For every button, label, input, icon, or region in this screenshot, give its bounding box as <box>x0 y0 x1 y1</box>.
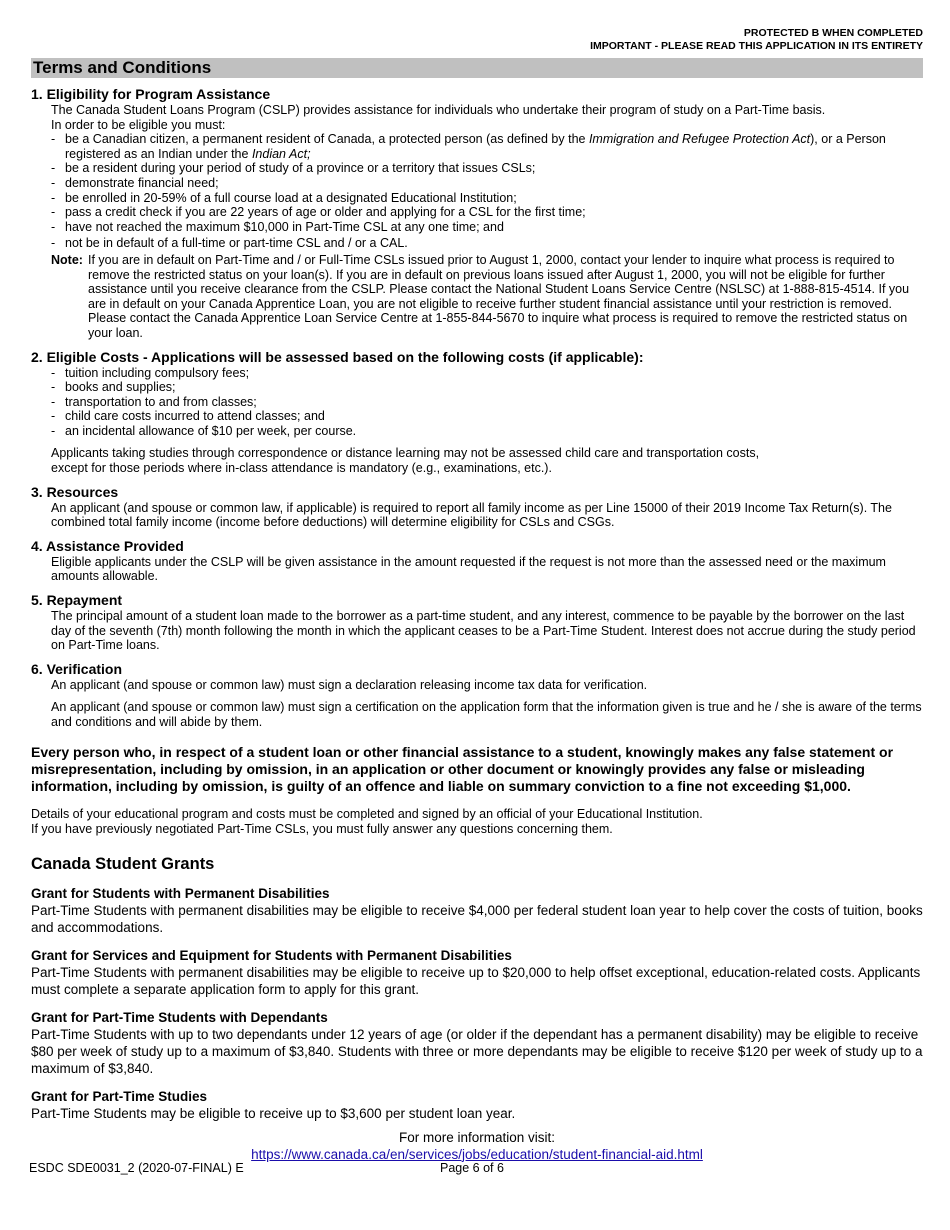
list-item: - transportation to and from classes; <box>51 395 923 410</box>
list-item: - an incidental allowance of $10 per week, per course. <box>51 424 923 439</box>
paragraph: Applicants taking studies through correspondence or distance learning may not be assessed child care and transportation costs, except for those periods where in-class attendance is mandatory (e.g., examinations, etc.). <box>51 446 760 476</box>
grant-permanent-disabilities <box>31 886 923 936</box>
section-assistance-provided <box>31 538 923 584</box>
grant-body: Part-Time Students may be eligible to receive up to $3,600 per student loan year. <box>31 1105 516 1121</box>
list-item: - not be in default of a full-time or part-time CSL and / or a CAL. <box>51 236 923 251</box>
grant-body: Part-Time Students with up to two dependants under 12 years of age (or older if the dependant has a permanent disability) may be eligible to receive $80 per week of study up to a maximum of $3,840. Students with three or more dependants may be eligible to receive $120 per week of study up to a maximum of $3,840. <box>31 1026 923 1076</box>
section-heading: 5. Repayment <box>31 592 123 609</box>
paragraph: The Canada Student Loans Program (CSLP) provides assistance for individuals who undertake their program of study on a Part-Time basis. <box>51 103 826 117</box>
section-heading: 3. Resources <box>31 483 119 500</box>
form-id: ESDC SDE0031_2 (2020-07-FINAL) E <box>29 1161 244 1175</box>
protected-b-label: PROTECTED B WHEN COMPLETED <box>743 27 923 39</box>
paragraph: Eligible applicants under the CSLP will be given assistance in the amount requested if the request is not more than the assessed need or the maximum amounts allowable. <box>51 554 886 584</box>
grant-title: Grant for Students with Permanent Disabilities <box>31 885 330 901</box>
section-heading: 6. Verification <box>31 660 123 677</box>
grant-title: Grant for Services and Equipment for Students with Permanent Disabilities <box>31 947 512 963</box>
financial-aid-link[interactable]: https://www.canada.ca/en/services/jobs/education/student-financial-aid.html <box>251 1146 703 1162</box>
grants-heading: Canada Student Grants <box>31 854 215 873</box>
section-resources <box>31 484 923 530</box>
grant-title: Grant for Part-Time Students with Dependants <box>31 1009 328 1025</box>
section-verification <box>31 661 923 730</box>
list-item: - tuition including compulsory fees; <box>51 366 923 381</box>
list-item: - books and supplies; <box>51 380 923 395</box>
list-item: - demonstrate financial need; <box>51 176 923 191</box>
paragraph: An applicant (and spouse or common law) must sign a declaration releasing income tax data for verification. <box>51 677 648 692</box>
list-item: - have not reached the maximum $10,000 in Part-Time CSL at any one time; and <box>51 220 923 235</box>
list-item: - be enrolled in 20-59% of a full course load at a designated Educational Institution; <box>51 191 923 206</box>
eligibility-list <box>51 132 923 251</box>
section-eligibility <box>31 86 923 341</box>
grant-body: Part-Time Students with permanent disabilities may be eligible to receive up to $20,000 to help offset exceptional, education-related costs. Applicants must complete a separate application form to apply for this grant. <box>31 964 921 997</box>
default-note <box>51 253 923 341</box>
note-text: If you are in default on Part-Time and / or Full-Time CSLs issued prior to August 1, 2000, contact your lender to inquire what process is required to remove the restricted status on your loan(s). If you are in default on previous loans issued after August 1, 2000, you will not be eligible for further assistance until you receive clearance from the CSLP. Please contact the National Student Loans Service Centre (NSLSC) at 1-888-815-4514. If you are in default on your Canada Apprentice Loan, you are not eligible to receive further student financial assistance until your restriction is removed. Please contact the Canada Apprentice Loan Service Centre at 1-855-844-5670 to inquire what process is required to remove the restricted status on your loan. <box>88 252 910 340</box>
grant-body: Part-Time Students with permanent disabilities may be eligible to receive $4,000 per federal student loan year to help cover the costs of tuition, books and accommodations. <box>31 902 923 935</box>
grant-part-time-studies <box>31 1089 923 1122</box>
section-heading: 4. Assistance Provided <box>31 537 184 554</box>
note-label: Note: <box>51 252 83 267</box>
list-item: - pass a credit check if you are 22 years of age or older and applying for a CSL for the first time; <box>51 205 923 220</box>
false-statement-warning: Every person who, in respect of a student loan or other financial assistance to a student, knowingly makes any false statement or misrepresentation, including by omission, in an application or other document or knowingly provides any false or misleading information, including by omission, is guilty of an offence and liable on summary conviction to a fine not exceeding $1,000. <box>31 743 894 794</box>
section-heading: 2. Eligible Costs - Applications will be assessed based on the following costs (if applicable): <box>31 348 644 365</box>
list-item: - child care costs incurred to attend classes; and <box>51 409 923 424</box>
more-info <box>31 1129 923 1163</box>
paragraph: In order to be eligible you must: <box>51 117 226 132</box>
paragraph: An applicant (and spouse or common law) must sign a certification on the application form that the information given is true and he / she is aware of the terms and conditions and will abide by them. <box>51 700 922 729</box>
details-paragraph: Details of your educational program and costs must be completed and signed by an official of your Educational Institution. If you have previously negotiated Part-Time CSLs, you must fully answer any questions concerning them. <box>31 806 703 836</box>
page-title: Terms and Conditions <box>31 58 923 78</box>
costs-list <box>51 366 923 439</box>
document-page <box>31 27 923 1163</box>
list-item: - be a resident during your period of study of a province or a territory that issues CSLs; <box>51 161 923 176</box>
paragraph: An applicant (and spouse or common law, if applicable) is required to report all family income as per Line 15000 of their 2019 Income Tax Return(s). The combined total family income (income before deductions) will determine eligibility for CSLs and CSGs. <box>51 500 892 530</box>
section-eligible-costs <box>31 349 923 476</box>
grant-title: Grant for Part-Time Studies <box>31 1088 208 1104</box>
section-repayment <box>31 592 923 653</box>
section-heading: 1. Eligibility for Program Assistance <box>31 86 271 102</box>
grant-dependants <box>31 1010 923 1077</box>
important-notice: IMPORTANT - PLEASE READ THIS APPLICATION IN ITS ENTIRETY <box>590 40 923 52</box>
paragraph: The principal amount of a student loan made to the borrower as a part-time student, and any interest, commence to be payable by the borrower on the last day of the seventh (7th) month following the month in which the applicant ceases to be a Part-Time Student. Interest does not accrue during the study period on Part-Time loans. <box>51 609 916 653</box>
list-item: - be a Canadian citizen, a permanent resident of Canada, a protected person (as defined by the Immigration and Refugee Protection Act), or a Person registered as an Indian under the Indian Act; <box>51 132 923 161</box>
more-info-label: For more information visit: <box>398 1129 556 1145</box>
grant-services-equipment <box>31 948 923 998</box>
page-header <box>31 27 923 53</box>
page-number: Page 6 of 6 <box>440 1161 504 1175</box>
